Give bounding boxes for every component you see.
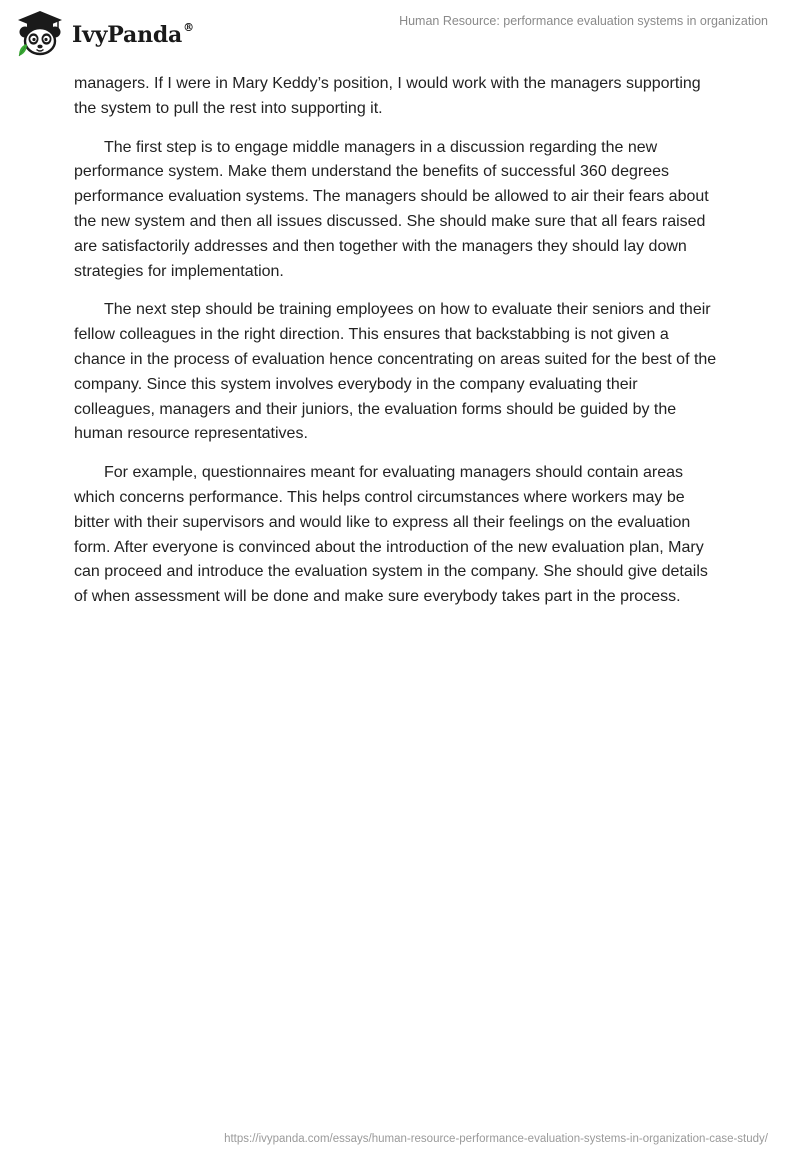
paragraph: The first step is to engage middle managers in a discussion regarding the new performance system. Make them understand the benefits of successful 360 degrees performance evaluation systems. The managers should be allowed to air their fears about the new system and then all issues discussed. She should make sure that all fears raised are satisfactorily addresses and then together with the managers they should lay down strategies for implementation.	[74, 138, 709, 280]
paragraph: For example, questionnaires meant for evaluating managers should contain areas which concerns performance. This helps control circumstances where workers may be bitter with their supervisors and would like to express all their feelings on the evaluation form. After everyone is convinced about the introduction of the new evaluation plan, Mary can proceed and introduce the evaluation system in the company. She should give details of when assessment will be done and make sure everybody takes part in the process.	[74, 464, 708, 606]
paragraph: The next step should be training employees on how to evaluate their seniors and their fellow colleagues in the right direction. This ensures that backstabbing is not given a chance in the process of evaluation hence concentrating on areas suited for the best of the company. Since this system involves everybody in the company evaluating their colleagues, managers and their juniors, the evaluation forms should be guided by the human resource representatives.	[74, 301, 717, 443]
panda-graduate-logo-icon	[14, 8, 66, 60]
registered-mark: ®	[183, 20, 194, 34]
brand-logo[interactable]	[14, 8, 194, 60]
brand-name-text: IvyPanda	[72, 22, 183, 48]
essay-body	[74, 72, 722, 624]
source-url-link[interactable]: https://ivypanda.com/essays/human-resource-performance-evaluation-systems-in-organization-case-study/	[224, 1133, 768, 1145]
paragraph-continued: managers. If I were in Mary Keddy’s position, I would work with the managers supporting the system to pull the rest into supporting it.	[74, 75, 701, 117]
document-title: Human Resource: performance evaluation systems in organization	[399, 14, 768, 28]
page-header	[0, 0, 800, 70]
brand-name	[72, 22, 194, 48]
